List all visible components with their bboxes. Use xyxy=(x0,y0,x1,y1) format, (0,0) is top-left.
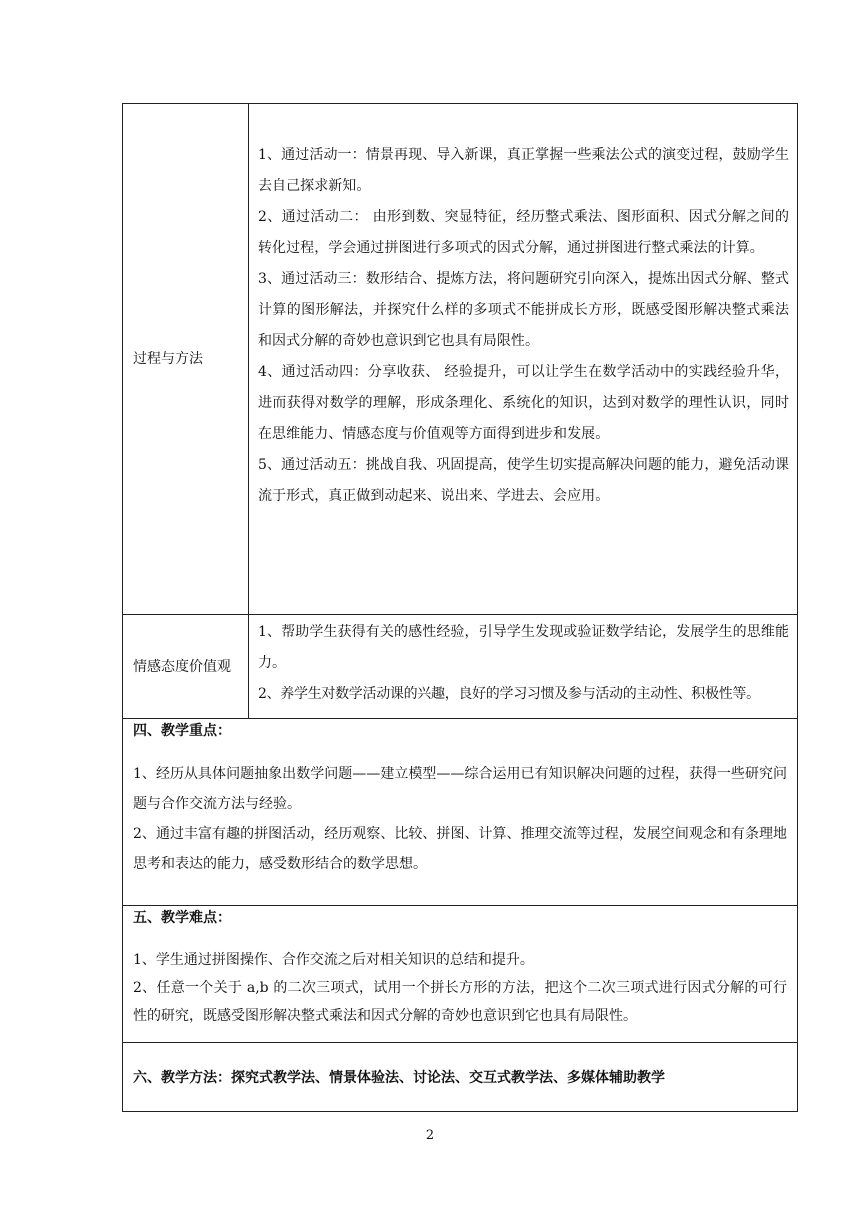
section-6-title: 六、教学方法：探究式教学法、情景体验法、讨论法、交互式教学法、多媒体辅助教学 xyxy=(133,1070,665,1086)
process-item-3: 3、通过活动三：数形结合、提炼方法，将问题研究引向深入，提炼出因式分解、整式计算的图形解法，并探究什么样的多项式不能拼成长方形，既感受图形解决整式乘法和因式分解的奇妙也意识到它也具有局限性。 xyxy=(258,271,789,349)
emotion-item-1: 1、帮助学生获得有关的感性经验，引导学生发现或验证数学结论，发展学生的思维能力。 xyxy=(258,624,789,671)
section-4-item-2: 2、通过丰富有趣的拼图活动，经历观察、比较、拼图、计算、推理交流等过程，发展空间观念和有条理地思考和表达的能力，感受数形结合的数学思想。 xyxy=(133,826,787,872)
section-4-item-1: 1、经历从具体问题抽象出数学问题——建立模型——综合运用已有知识解决问题的过程，获得一些研究问题与合作交流方法与经验。 xyxy=(133,766,787,812)
section-5-row xyxy=(123,906,798,1043)
emotion-values-row xyxy=(123,615,798,719)
process-item-2: 2、通过活动二： 由形到数、突显特征，经历整式乘法、图形面积、因式分解之间的转化过程，学会通过拼图进行多项式的因式分解，通过拼图进行整式乘法的计算。 xyxy=(258,209,789,256)
page-number: 2 xyxy=(425,1128,435,1143)
process-methods-label: 过程与方法 xyxy=(123,104,249,615)
process-item-1: 1、通过活动一：情景再现、导入新课，真正掌握一些乘法公式的演变过程，鼓励学生去自己探求新知。 xyxy=(258,147,789,194)
section-4-row xyxy=(123,719,798,906)
process-item-5: 5、通过活动五：挑战自我、巩固提高，使学生切实提高解决问题的能力，避免活动课流于形式，真正做到动起来、说出来、学进去、会应用。 xyxy=(258,457,789,504)
section-6 xyxy=(123,1043,798,1112)
lesson-plan-table xyxy=(122,103,798,1112)
section-6-row xyxy=(123,1043,798,1112)
emotion-values-label: 情感态度价值观 xyxy=(123,615,249,719)
section-4 xyxy=(123,719,798,906)
process-item-4: 4、通过活动四：分享收获、 经验提升，可以让学生在数学活动中的实践经验升华，进而获得对数学的理解，形成条理化、系统化的知识，达到对数学的理性认识，同时在思维能力、情感态度与价值观等方面得到进步和发展。 xyxy=(258,364,789,442)
section-5-item-1: 1、学生通过拼图操作、合作交流之后对相关知识的总结和提升。 xyxy=(133,952,534,968)
section-5-item-2: 2、任意一个关于 a,b 的二次三项式，试用一个拼长方形的方法，把这个二次三项式进行因式分解的可行性的研究，既感受图形解决整式乘法和因式分解的奇妙也意识到它也具有局限性。 xyxy=(133,980,787,1024)
process-methods-row xyxy=(123,104,798,615)
emotion-values-content xyxy=(249,615,798,719)
section-5 xyxy=(123,906,798,1043)
process-methods-content xyxy=(249,104,798,615)
section-4-title: 四、教学重点： xyxy=(133,723,231,739)
section-5-title: 五、教学难点： xyxy=(133,910,231,926)
emotion-item-2: 2、养学生对数学活动课的兴趣，良好的学习习惯及参与活动的主动性、积极性等。 xyxy=(258,686,760,702)
